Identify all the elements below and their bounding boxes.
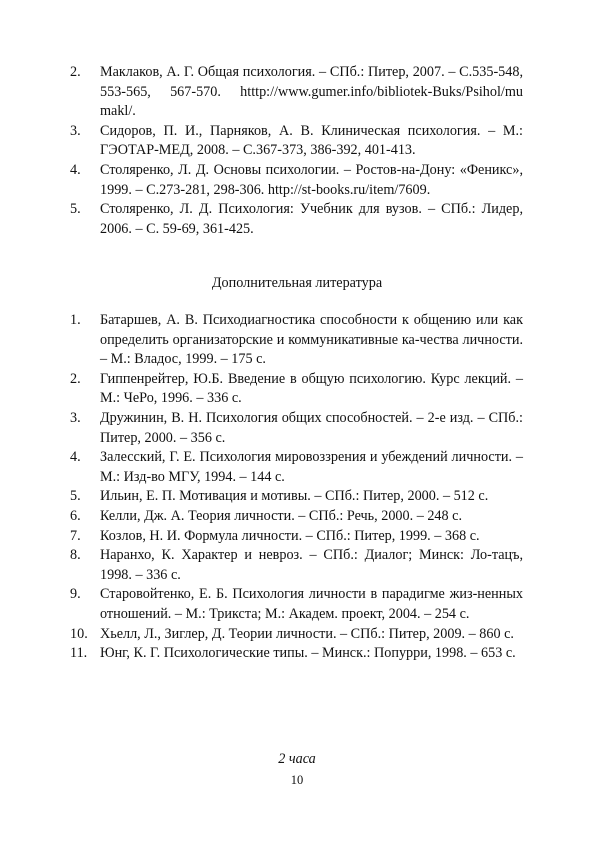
item-text: Хьелл, Л., Зиглер, Д. Теории личности. – СПб.: Питер, 2009. – 860 с. [100,625,514,642]
item-number: 1. [70,312,81,328]
list-item [70,644,523,664]
section-heading: Дополнительная литература [211,275,383,291]
item-text: Батаршев, А. В. Психодиагностика способности к общению или как определить организаторские и коммуникативные ка-чества личности. – М.: Владос, 1999. – 175 с. [100,312,523,368]
list-item [70,311,523,370]
list-item [70,448,523,487]
item-number: 9. [70,586,81,603]
list-item [70,122,523,161]
item-number: 5. [70,201,81,218]
item-text: Юнг, К. Г. Психологические типы. – Минск.: Попурри, 1998. – 653 с. [100,645,516,662]
list-item [70,200,523,239]
item-text: Залесский, Г. Е. Психология мировоззрения и убеждений личности. – М.: Изд-во МГУ, 1994. – 144 с. [100,449,523,485]
item-text: Столяренко, Л. Д. Основы психологии. – Ростов-на-Дону: «Феникс», 1999. – С.273-281, 298-306. http://st-books.ru/item/7609. [100,161,523,198]
list-item [70,63,523,122]
item-text: Сидоров, П. И., Парняков, А. В. Клиническая психология. – М.: ГЭОТАР-МЕД, 2008. – С.367-373, 386-392, 401-413. [100,122,523,159]
item-number: 10. [70,625,88,642]
main-literature-list [70,63,523,239]
list-item [70,585,523,624]
page-number: 10 [290,773,304,787]
item-text: Маклаков, А. Г. Общая психология. – СПб.: Питер, 2007. – С.535-548, 553-565, 567-570. htttp://www.gumer.info/bibliotek-Buks/Psihol/mu makl/. [100,64,523,120]
item-number: 8. [70,547,81,564]
list-item [70,527,523,547]
item-number: 5. [70,488,81,505]
list-item [70,409,523,448]
item-number: 2. [70,64,81,80]
item-text: Столяренко, Л. Д. Психология: Учебник для вузов. – СПб.: Лидер, 2006. – С. 59-69, 361-425. [100,201,523,237]
item-number: 7. [70,527,81,544]
list-item [70,487,523,507]
item-text: Козлов, Н. И. Формула личности. – СПб.: Питер, 1999. – 368 с. [100,527,480,544]
item-number: 3. [70,409,81,426]
hours-note: 2 часа [278,751,316,767]
item-text: Гиппенрейтер, Ю.Б. Введение в общую психологию. Курс лекций. – М.: ЧеРо, 1996. – 336 с. [100,370,523,407]
item-number: 3. [70,122,81,139]
list-item [70,507,523,527]
additional-literature-list [70,311,523,664]
item-number: 6. [70,507,81,524]
item-number: 2. [70,370,81,387]
item-number: 4. [70,161,81,178]
list-item [70,546,523,585]
list-item [70,161,523,200]
item-number: 11. [70,645,88,662]
item-number: 4. [70,449,81,466]
item-text: Старовойтенко, Е. Б. Психология личности в парадигме жиз-ненных отношений. – М.: Трикста; М.: Академ. проект, 2004. – 254 с. [100,586,523,622]
list-item [70,370,523,409]
item-text: Келли, Дж. А. Теория личности. – СПб.: Речь, 2000. – 248 с. [100,507,463,524]
list-item [70,625,523,645]
item-text: Дружинин, В. Н. Психология общих способностей. – 2-е изд. – СПб.: Питер, 2000. – 356 с. [100,409,523,446]
item-text: Ильин, Е. П. Мотивация и мотивы. – СПб.: Питер, 2000. – 512 с. [100,488,489,505]
item-text: Наранхо, К. Характер и невроз. – СПб.: Диалог; Минск: Ло-тацъ, 1998. – 336 с. [100,547,523,583]
